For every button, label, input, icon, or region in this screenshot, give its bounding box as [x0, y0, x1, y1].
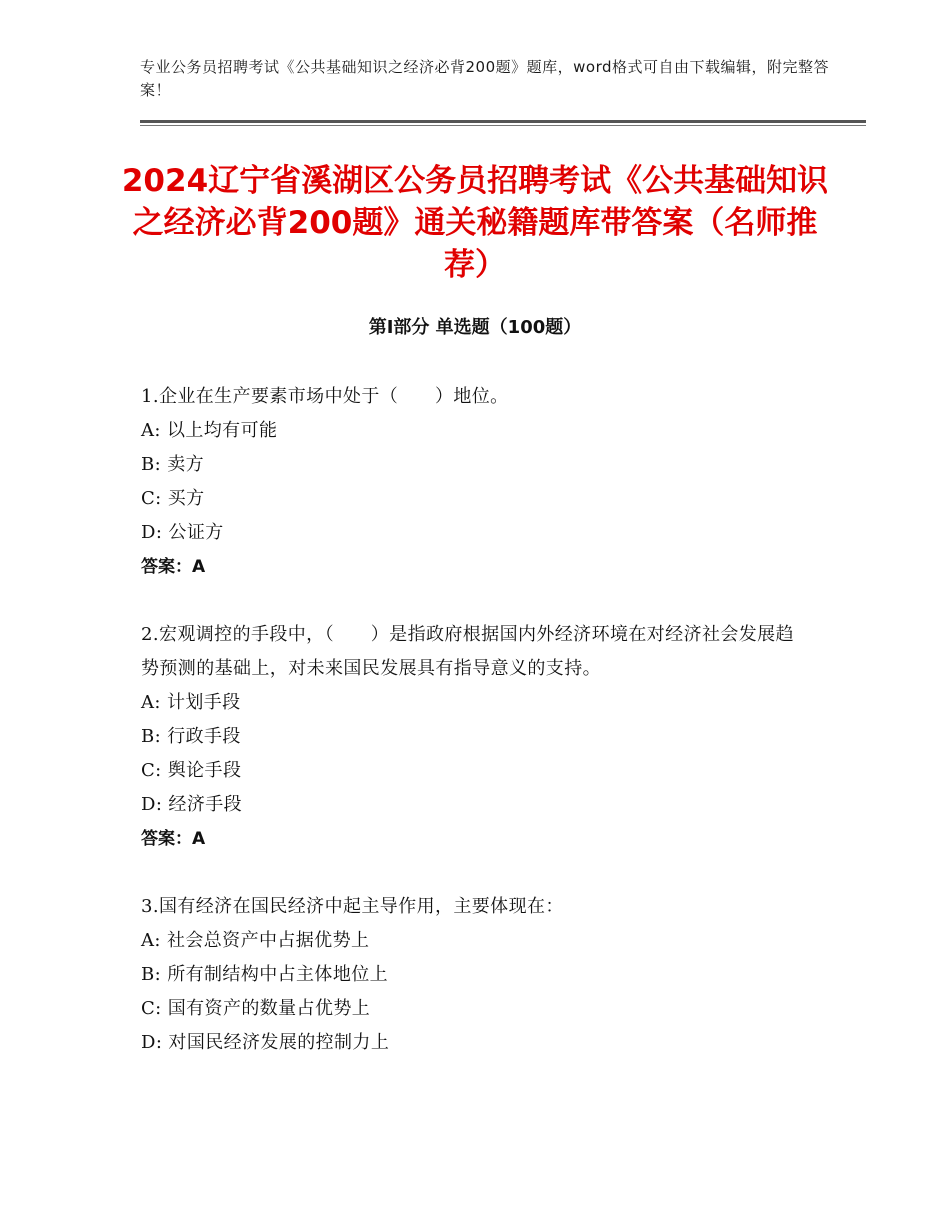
option-a: A: 社会总资产中占据优势上 [141, 930, 370, 951]
option-a: A: 以上均有可能 [141, 420, 278, 441]
question-1 [141, 380, 801, 584]
question-3 [141, 890, 801, 1060]
question-list [141, 380, 801, 1094]
option-c: C: 舆论手段 [141, 760, 242, 781]
answer: 答案：A [141, 557, 206, 577]
question-stem: 3.国有经济在国民经济中起主导作用，主要体现在： [141, 896, 564, 917]
header-rule-thin [140, 125, 866, 126]
option-d: D: 对国民经济发展的控制力上 [141, 1032, 390, 1053]
option-d: D: 经济手段 [141, 794, 243, 815]
option-c: C: 买方 [141, 488, 205, 509]
question-2 [141, 618, 801, 856]
option-b: B: 所有制结构中占主体地位上 [141, 964, 389, 985]
header-note: 专业公务员招聘考试《公共基础知识之经济必背200题》题库，word格式可自由下载编辑，附完整答案！ [140, 58, 830, 99]
option-b: B: 卖方 [141, 454, 205, 475]
answer: 答案：A [141, 829, 206, 849]
option-a: A: 计划手段 [141, 692, 241, 713]
option-b: B: 行政手段 [141, 726, 241, 747]
option-d: D: 公证方 [141, 522, 224, 543]
question-stem: 1.企业在生产要素市场中处于（ ）地位。 [141, 386, 509, 407]
header-rule-thick [140, 120, 866, 123]
document-title: 2024辽宁省溪湖区公务员招聘考试《公共基础知识之经济必背200题》通关秘籍题库带答案（名师推荐） [121, 163, 829, 283]
option-c: C: 国有资产的数量占优势上 [141, 998, 371, 1019]
question-stem: 2.宏观调控的手段中，（ ）是指政府根据国内外经济环境在对经济社会发展趋势预测的基础上，对未来国民发展具有指导意义的支持。 [141, 624, 794, 679]
section-title: 第I部分 单选题（100题） [368, 317, 582, 338]
